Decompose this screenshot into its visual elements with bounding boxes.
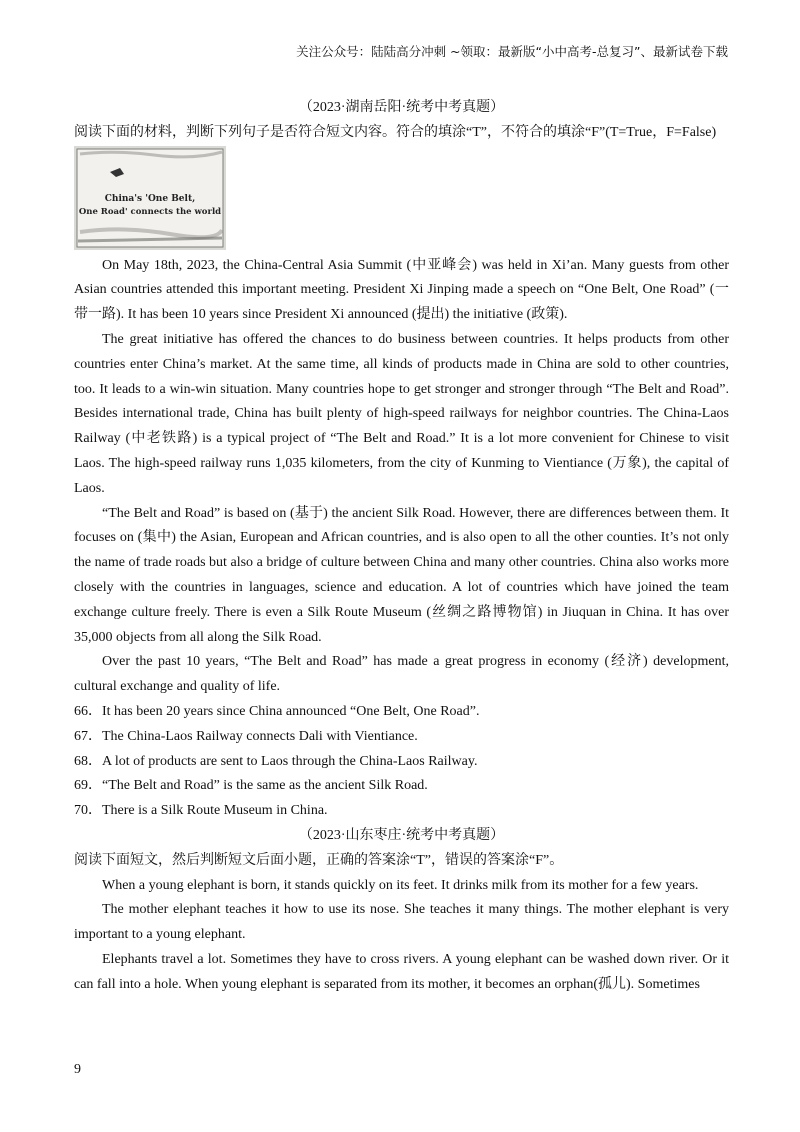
page-number: 9 xyxy=(74,1062,81,1077)
question-66: 66．It has been 20 years since China announced “One Belt, One Road”. xyxy=(74,703,480,719)
section2-paragraph: When a young elephant is born, it stands quickly on its feet. It drinks milk from its mother for a few years. xyxy=(102,877,699,893)
document-body xyxy=(74,96,729,998)
header-note: 关注公众号：陆陆高分冲刺 ~领取：最新版“小中高考-总复习”、最新试卷下载 xyxy=(296,44,728,59)
question-68: 68．A lot of products are sent to Laos through the China-Laos Railway. xyxy=(74,753,478,769)
section2-source: （2023·山东枣庄·统考中考真题） xyxy=(298,827,505,843)
question-67: 67．The China-Laos Railway connects Dali with Vientiance. xyxy=(74,728,418,744)
image-caption-line1: China's 'One Belt, xyxy=(104,193,196,204)
section1-instruction: 阅读下面的材料，判断下列句子是否符合短文内容。符合的填涂“T”，不符合的填涂“F”(T=True，F=False) xyxy=(74,124,717,140)
section1-source: （2023·湖南岳阳·统考中考真题） xyxy=(298,100,505,115)
section2-paragraph: Elephants travel a lot. Sometimes they have to cross rivers. A young elephant can be washed down river. Or it can fall into a hole. When young elephant is separated from its mother, it becomes an orphan(孤儿). Sometimes xyxy=(74,951,729,992)
section1-paragraph: The great initiative has offered the chances to do business between countries. It helps products from other countries enter China’s market. At the same time, all kinds of products made in China are sold to other countries, too. It leads to a win-win situation. Many countries hope to get stronger and stronger through “The Belt and Road”. Besides international trade, China has built plenty of high-speed railways for neighbor countries. The China-Laos Railway (中老铁路) is a typical project of “The Belt and Road.” It is a lot more convenient for Chinese to visit Laos. The high-speed railway runs 1,035 kilometers, from the city of Kunming to Vientiance (万象), the capital of Laos. xyxy=(74,331,729,496)
belt-road-image-graphic xyxy=(74,146,226,250)
image-caption-line2: One Road' connects the world xyxy=(78,206,222,217)
section1-paragraph: “The Belt and Road” is based on (基于) the ancient Silk Road. However, there are differences between them. It focuses on (集中) the Asian, European and African countries, and is also open to all the other counties. It’s not only the name of trade roads but also a bridge of culture between China and many other countries. China also works more closely with the countries in languages, science and education. A lot of countries which have joined the team exchange culture freely. There is even a Silk Route Museum (丝绸之路博物馆) in Jiuquan in China. It has over 35,000 objects from all along the Silk Road. xyxy=(74,505,729,645)
section2-instruction: 阅读下面短文，然后判断短文后面小题，正确的答案涂“T”，错误的答案涂“F”。 xyxy=(74,852,564,868)
question-69: 69．“The Belt and Road” is the same as the ancient Silk Road. xyxy=(74,778,428,794)
section1-paragraph: Over the past 10 years, “The Belt and Road” has made a great progress in economy (经济) development, cultural exchange and quality of life. xyxy=(74,654,729,695)
section2-paragraph: The mother elephant teaches it how to use its nose. She teaches it many things. The mother elephant is very important to a young elephant. xyxy=(74,902,729,943)
question-70: 70．There is a Silk Route Museum in China. xyxy=(74,803,328,819)
belt-road-image xyxy=(74,146,226,250)
section1-paragraph: On May 18th, 2023, the China-Central Asia Summit (中亚峰会) was held in Xi’an. Many guests from other Asian countries attended this important meeting. President Xi Jinping made a speech on “One Belt, One Road” (一带一路). It has been 10 years since President Xi announced (提出) the initiative (政策). xyxy=(74,257,729,323)
